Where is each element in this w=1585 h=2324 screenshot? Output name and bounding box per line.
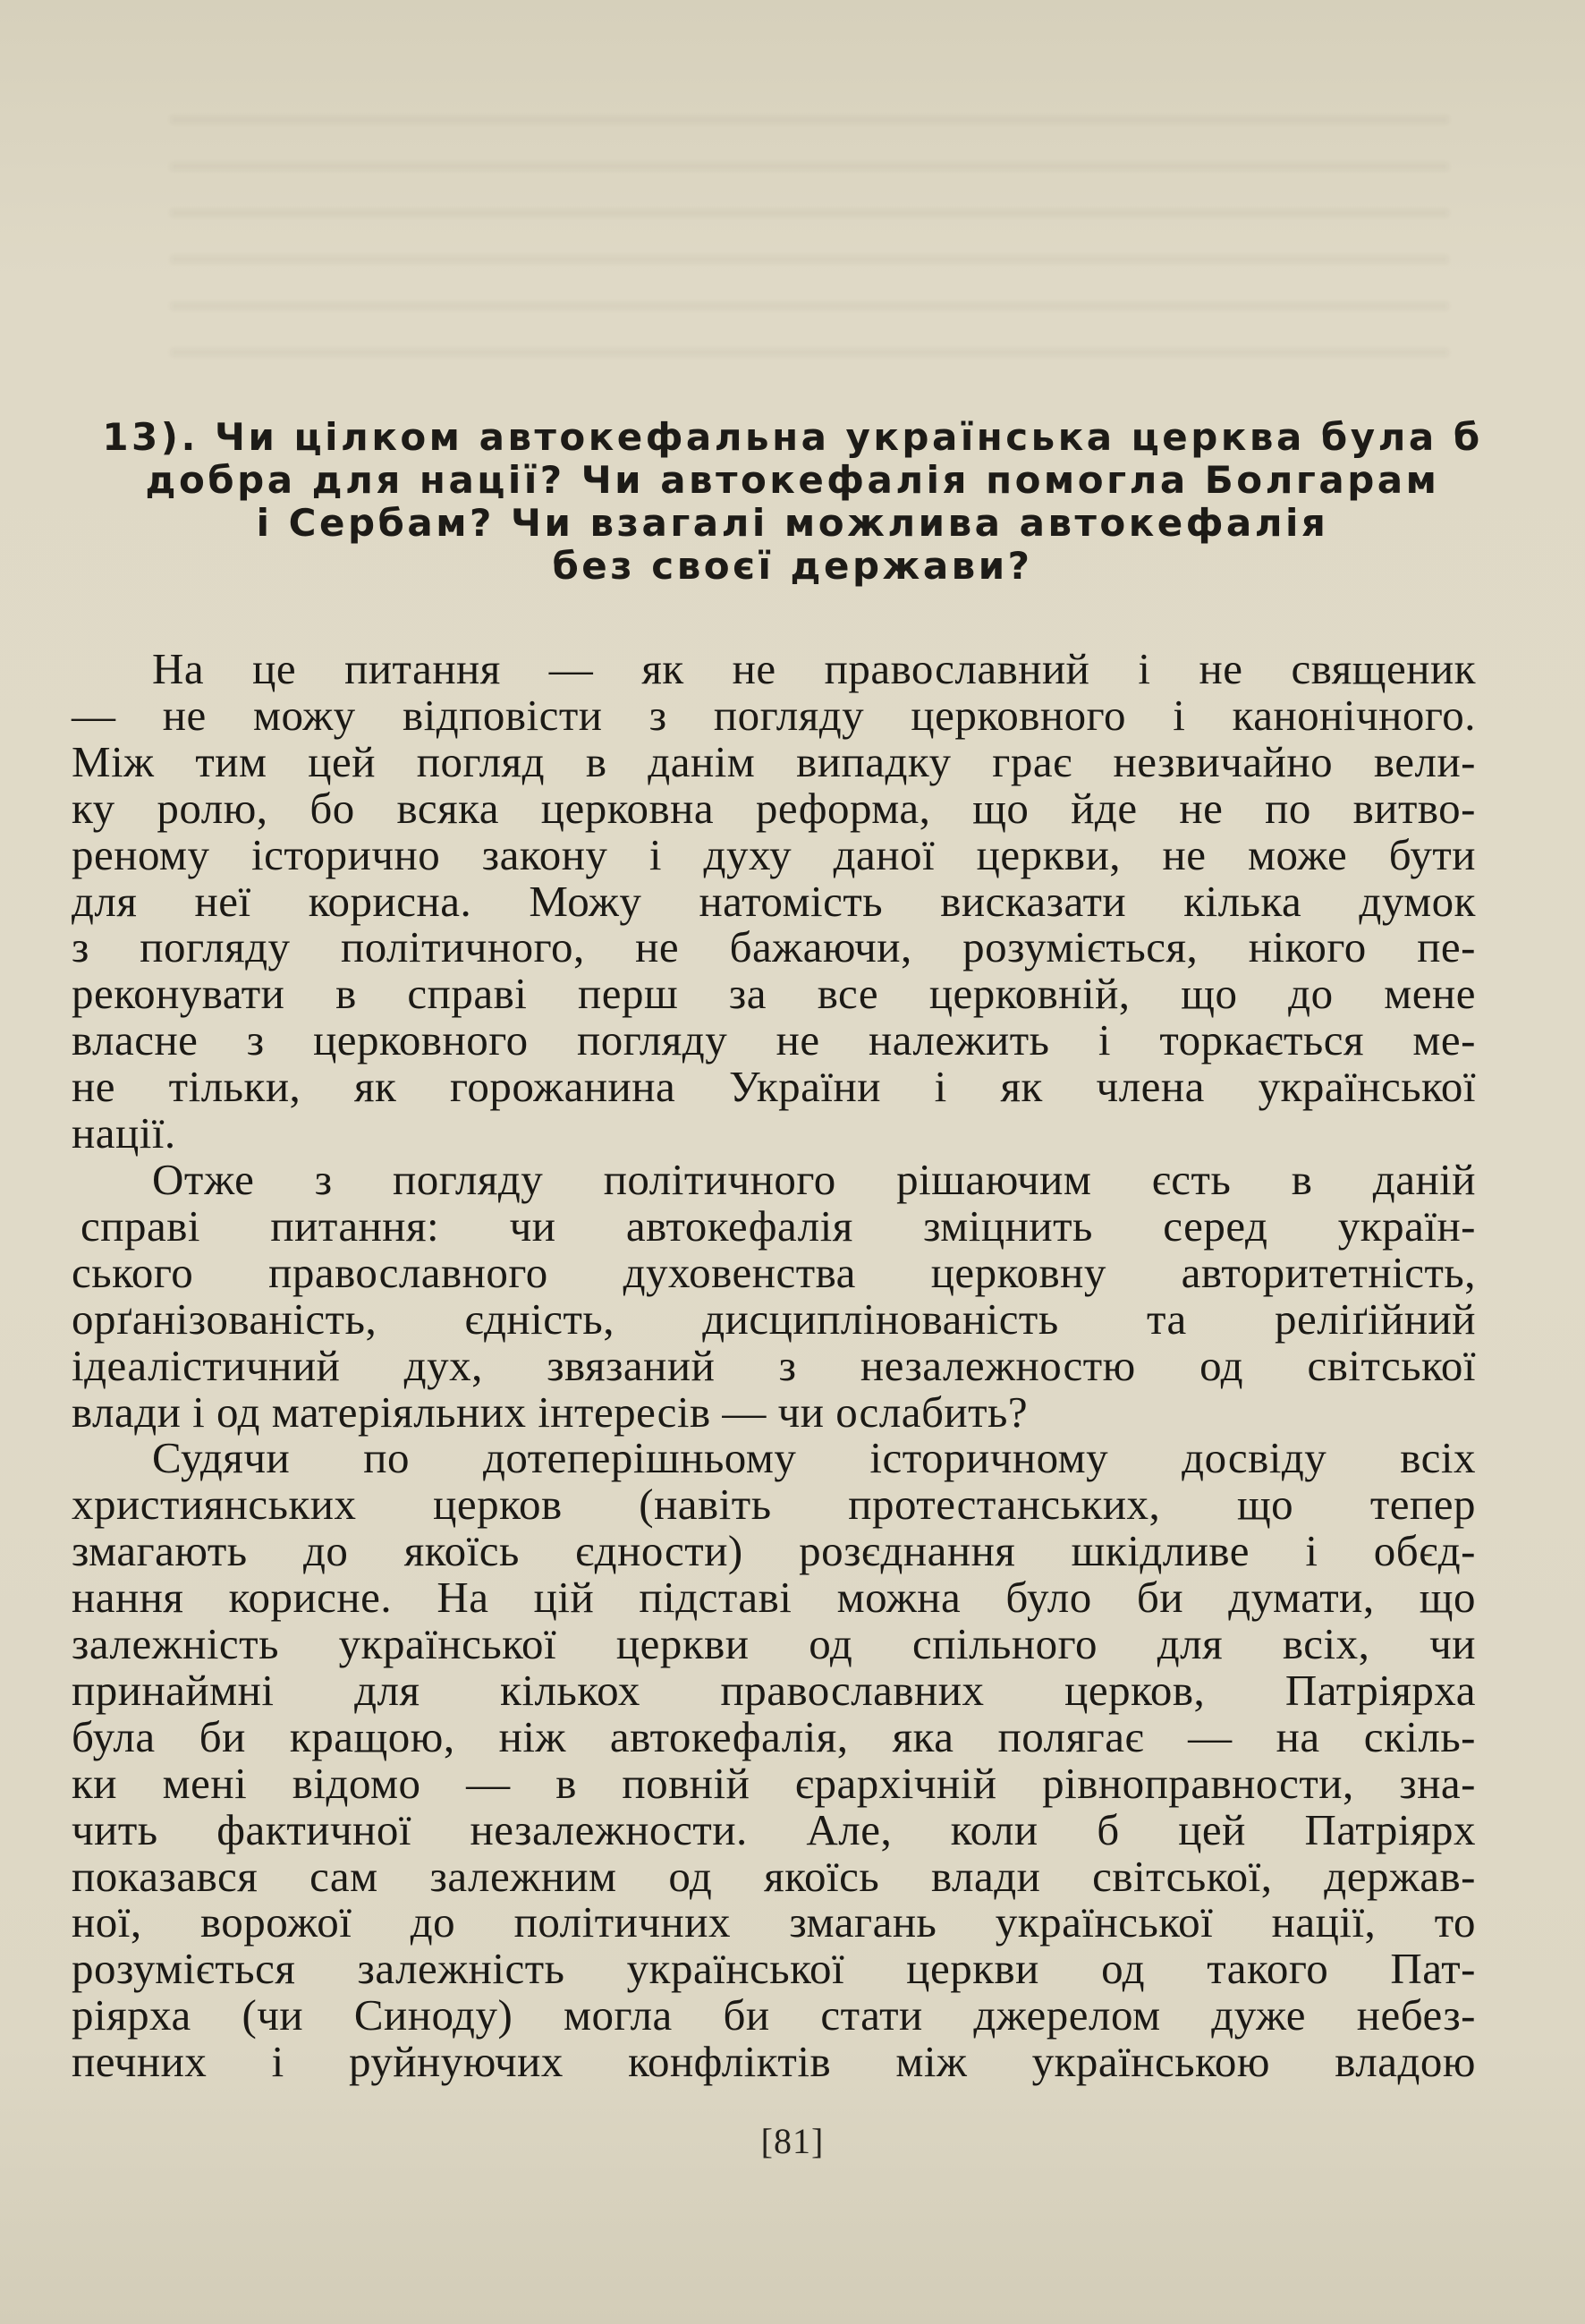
text-line: принаймні для кількох православних церков, Патріярха: [72, 1665, 1476, 1715]
text-line: змагають до якоїсь єдности) розєднання шкідливе і обєд-: [72, 1526, 1476, 1576]
text-line: була би кращою, ніж автокефалія, яка полягає — на скіль-: [72, 1711, 1476, 1761]
text-line: ки мені відомо — в повній єрархічній рівноправности, зна-: [72, 1758, 1476, 1808]
page-number: [81]: [760, 2121, 825, 2161]
text-line: орґанізованість, єдність, дисциплінованість та реліґійний: [72, 1293, 1476, 1344]
body-text: [72, 646, 1476, 2085]
text-line: ку ролю, бо всяка церковна реформа, що йде не по витво-: [72, 783, 1476, 833]
text-line: чить фактичної незалежности. Але, коли б цей Патріярх: [72, 1804, 1476, 1854]
text-line: Між тим цей погляд в данім випадку грає незвичайно вели-: [72, 736, 1476, 786]
text-line: реному історично закону і духу даної церкви, не може бути: [72, 829, 1476, 879]
heading-line: добра для нації? Чи автокефалія помогла Болгарам: [145, 458, 1440, 502]
text-line: залежність української церкви од спільного для всіх, чи: [72, 1619, 1476, 1669]
text-line: влади і од матеріяльних інтересів — чи ослабить?: [72, 1387, 1029, 1437]
text-line: На це питання — як не православний і не священик: [152, 644, 1476, 693]
heading-line: 13). Чи цілком автокефальна українська церква була б: [102, 415, 1483, 459]
text-line: ідеалістичний дух, звязаний з незалежностю од світської: [72, 1340, 1476, 1390]
text-line: християнських церков (навіть протестанських, що тепер: [72, 1480, 1476, 1530]
text-line: нання корисне. На цій підставі можна було би думати, що: [72, 1573, 1476, 1623]
text-line: печних і руйнуючих конфліктів між українською владою: [72, 2037, 1476, 2087]
text-line: ського православного духовенства церковну авторитетність,: [72, 1247, 1476, 1297]
text-line: справі питання: чи автокефалія зміцнить серед україн-: [81, 1200, 1476, 1251]
text-line: показався сам залежним од якоїсь влади світської, держав-: [72, 1851, 1476, 1901]
text-line: розуміється залежність української церкви од такого Пат-: [72, 1944, 1476, 1994]
heading-line: і Сербам? Чи взагалі можлива автокефалія: [256, 501, 1329, 545]
text-line: Отже з погляду політичного рішаючим єсть в даній: [152, 1154, 1476, 1204]
text-line: ної, ворожої до політичних змагань української нації, то: [72, 1897, 1476, 1947]
text-line: з погляду політичного, не бажаючи, розуміється, нікого пе-: [72, 922, 1476, 972]
text-line: Судячи по дотеперішньому історичному досвіду всіх: [152, 1433, 1476, 1483]
text-line: ріярха (чи Синоду) могла би стати джерелом дуже небез-: [72, 1990, 1476, 2040]
text-line: реконувати в справі перш за все церковній, що до мене: [72, 969, 1476, 1019]
show-through-text-from-reverse: [170, 85, 1449, 380]
text-line: для неї корисна. Можу натомість висказати кілька думок: [72, 876, 1476, 926]
heading-line: без своєї держави?: [552, 544, 1033, 588]
text-line: власне з церковного погляду не належить і торкається ме-: [72, 1015, 1476, 1065]
section-heading: [36, 416, 1549, 588]
text-line: нації.: [72, 1108, 176, 1158]
text-line: — не можу відповісти з погляду церковного і канонічного.: [72, 690, 1476, 740]
text-line: не тільки, як горожанина України і як члена української: [72, 1062, 1476, 1112]
